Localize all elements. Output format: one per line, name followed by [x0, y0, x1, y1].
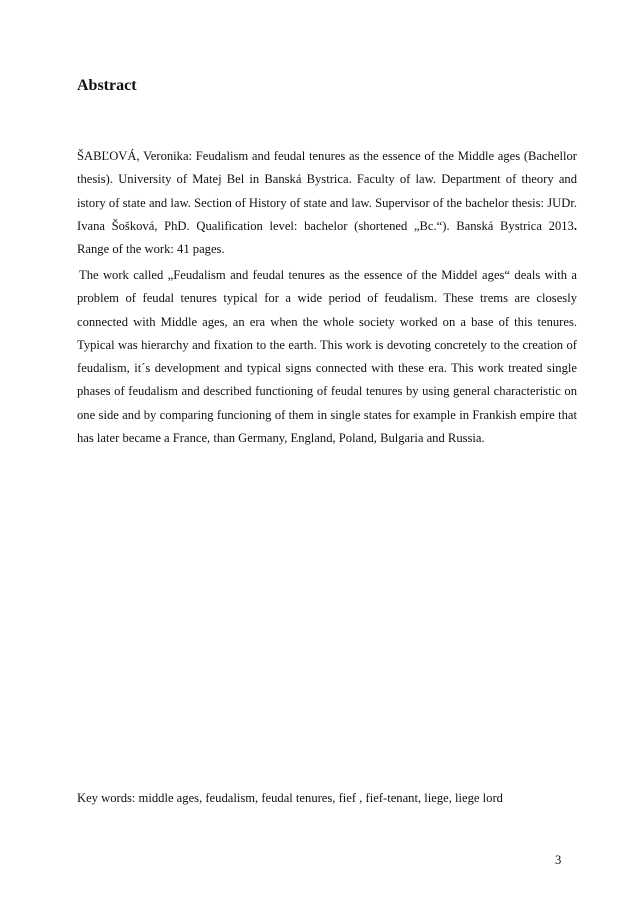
abstract-body: The work called „Feudalism and feudal tenures as the essence of the Middel ages“ deals with a problem of feudal tenures typical for a wide period of feudalism. These trems are closesly connected with Middle ages, an era when the whole society worked on a base of this tenures. Typical was hierarchy and fixation to the earth. This work is devoting concretely to the creation of feudalism, it´s development and typical signs connected with these era. This work treated single phases of feudalism and described functioning of feudal tenures by using general characteristic on one side and by comparing funcioning of them in single states for example in Frankish empire that has later became a France, than Germany, England, Poland, Bulgaria and Russia.: [77, 268, 577, 446]
keywords-line: Key words: middle ages, feudalism, feudal tenures, fief , fief-tenant, liege, liege lord: [77, 791, 503, 805]
page-number: 3: [555, 853, 562, 867]
bibliographic-citation: [77, 145, 577, 261]
citation-bold-period: .: [573, 218, 577, 233]
abstract-heading: Abstract: [77, 77, 137, 94]
citation-text: ŠABĽOVÁ, Veronika: Feudalism and feudal tenures as the essence of the Middle ages (Bachellor thesis). University of Matej Bel in Banská Bystrica. Faculty of law. Department of theory and istory of state and law. Section of History of state and law. Supervisor of the bachelor thesis: JUDr. Ivana Šošková, PhD. Qualification level: bachelor (shortened „Bc.“). Banská Bystrica 2013: [77, 149, 577, 233]
citation-range: Range of the work: 41 pages.: [77, 242, 225, 257]
